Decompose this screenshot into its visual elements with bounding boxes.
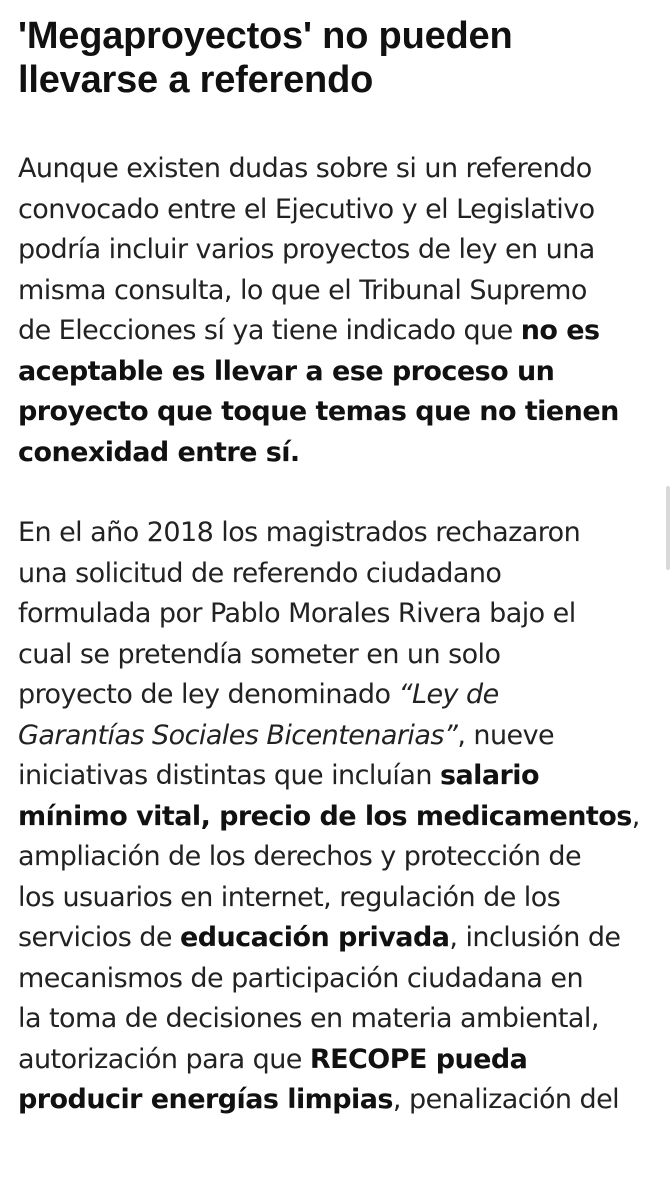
p2-line-12: mecanismos de participación ciudadana en	[18, 962, 584, 994]
p2-line-13: la toma de decisiones en materia ambiental,	[18, 1003, 599, 1034]
p2-line-14: autorización para que	[18, 1043, 310, 1075]
p2-line-5: proyecto de ley denominado	[18, 679, 399, 710]
heading-line-1: 'Megaproyectos' no pueden	[18, 15, 513, 57]
p2-line-3: formulada por Pablo Morales Rivera bajo el	[18, 598, 576, 629]
p2-line-7: iniciativas distintas que incluían	[18, 760, 440, 791]
p2-bold-4: RECOPE pueda	[309, 1043, 528, 1075]
p2-line-9: ampliación de los derechos y protección de	[18, 841, 582, 872]
paragraph-2	[18, 513, 668, 1121]
p2-line-11-tail: , inclusión de	[449, 922, 621, 953]
p1-bold-2: aceptable es llevar a ese proceso un	[18, 355, 555, 387]
paragraph-1	[18, 149, 668, 473]
p1-line-2: convocado entre el Ejecutivo y el Legislativo	[18, 193, 595, 225]
p2-bold-1: salario	[439, 760, 540, 791]
p2-bold-5: producir energías limpias	[18, 1084, 393, 1115]
p2-line-2: una solicitud de referendo ciudadano	[18, 557, 502, 589]
p1-line-1: Aunque existen dudas sobre si un referendo	[18, 153, 592, 184]
p2-bold-2: mínimo vital, precio de los medicamentos	[18, 800, 632, 832]
heading-line-2: llevarse a referendo	[18, 59, 374, 101]
scrollbar-thumb[interactable]	[666, 486, 670, 570]
p1-bold-4: conexidad entre sí.	[18, 436, 300, 468]
p2-comma: ,	[631, 800, 640, 832]
p1-bold-3: proyecto que toque temas que no tienen	[18, 396, 619, 427]
article-body	[18, 0, 668, 1121]
p1-bold-1: no es	[520, 315, 600, 346]
law-name-part-2: Garantías Sociales Bicentenarias”	[18, 719, 458, 751]
p1-line-4: misma consulta, lo que el Tribunal Supremo	[18, 274, 587, 306]
law-name-part-1: “Ley de	[398, 679, 499, 710]
p2-line-1: En el año 2018 los magistrados rechazaron	[18, 517, 581, 548]
p2-line-11: servicios de	[18, 922, 180, 953]
p2-line-15-tail: , penalización del	[392, 1084, 620, 1115]
p2-line-4: cual se pretendía someter en un solo	[18, 638, 501, 670]
p1-line-3: podría incluir varios proyectos de ley en una	[18, 234, 595, 265]
p2-bold-3: educación privada	[179, 922, 450, 953]
p1-line-5: de Elecciones sí ya tiene indicado que	[18, 315, 521, 346]
p2-line-10: los usuarios en internet, regulación de los	[18, 881, 561, 913]
article-heading	[18, 0, 668, 102]
p2-line-6-tail: , nueve	[457, 719, 555, 751]
